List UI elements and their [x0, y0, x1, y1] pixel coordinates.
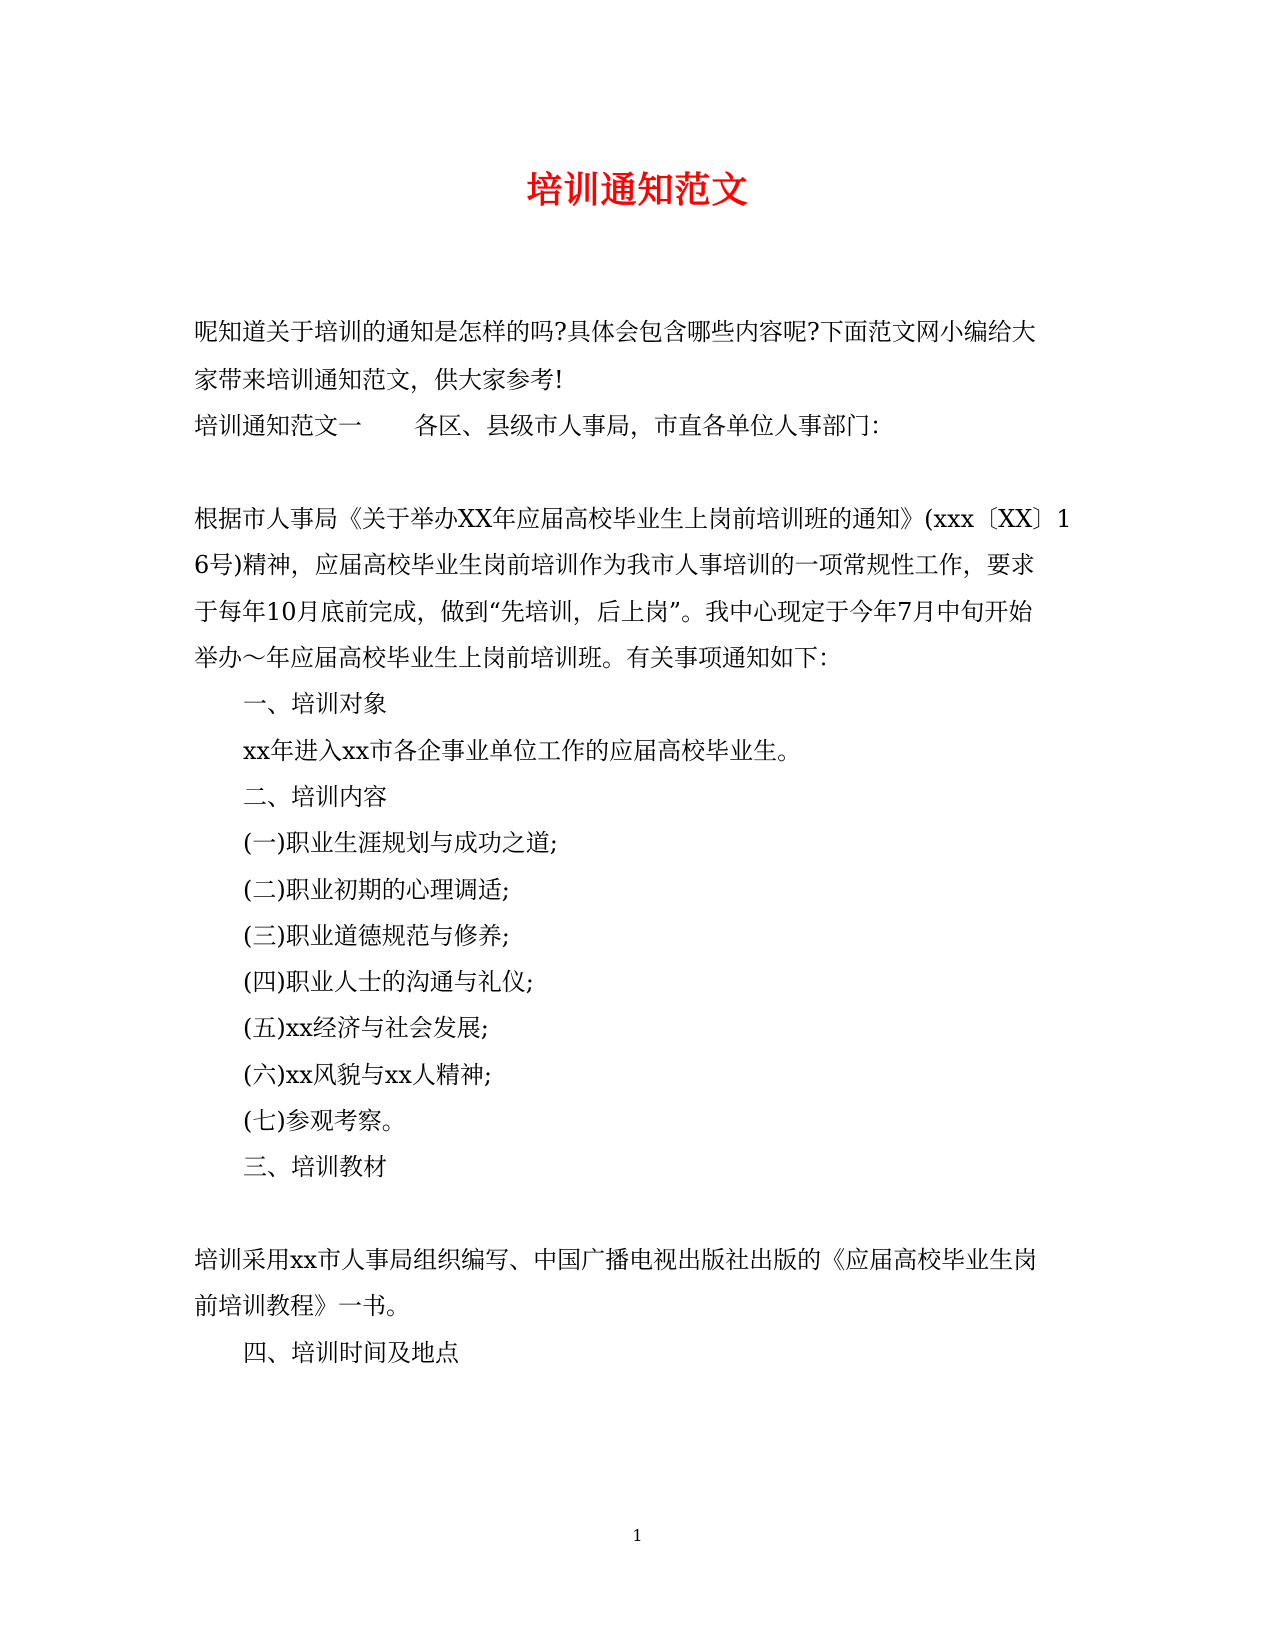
item1-text: xx年进入xx市各企事业单位工作的应届高校毕业生。 [243, 737, 802, 765]
list-item: (一)职业生涯规划与成功之道; [243, 829, 558, 857]
page-number: 1 [632, 1526, 643, 1545]
intro-line-1: 呢知道关于培训的通知是怎样的吗?具体会包含哪些内容呢?下面范文网小编给大 [194, 318, 1036, 346]
intro-line-2: 家带来培训通知范文，供大家参考! [194, 366, 564, 394]
addressee: 各区、县级市人事局，市直各单位人事部门： [414, 412, 894, 440]
para1-line-2: 6号)精神，应届高校毕业生岗前培训作为我市人事培训的一项常规性工作，要求 [194, 551, 1035, 579]
item1-heading: 一、培训对象 [243, 690, 387, 718]
item2-heading: 二、培训内容 [243, 783, 387, 811]
list-item: (四)职业人士的沟通与礼仪; [243, 968, 534, 996]
list-item: (七)参观考察。 [243, 1107, 406, 1135]
item3-heading: 三、培训教材 [243, 1153, 387, 1181]
list-item: (二)职业初期的心理调适; [243, 876, 510, 904]
document-title: 培训通知范文 [526, 169, 749, 211]
section-heading-line [194, 410, 894, 442]
section-heading: 培训通知范文一 [194, 412, 362, 440]
list-item: (三)职业道德规范与修养; [243, 922, 510, 950]
list-item: (六)xx风貌与xx人精神; [243, 1061, 492, 1089]
para1-line-3: 于每年10月底前完成，做到“先培训，后上岗”。我中心现定于今年7月中旬开始 [194, 598, 1033, 626]
para1-line-1: 根据市人事局《关于举办XX年应届高校毕业生上岗前培训班的通知》(xxx〔XX〕1 [194, 505, 1072, 533]
para2-line-2: 前培训教程》一书。 [194, 1292, 410, 1320]
list-item: (五)xx经济与社会发展; [243, 1014, 489, 1042]
para2-line-1: 培训采用xx市人事局组织编写、中国广播电视出版社出版的《应届高校毕业生岗 [194, 1246, 1038, 1274]
para1-line-4: 举办～年应届高校毕业生上岗前培训班。有关事项通知如下： [194, 644, 842, 672]
item4-heading: 四、培训时间及地点 [243, 1339, 459, 1367]
